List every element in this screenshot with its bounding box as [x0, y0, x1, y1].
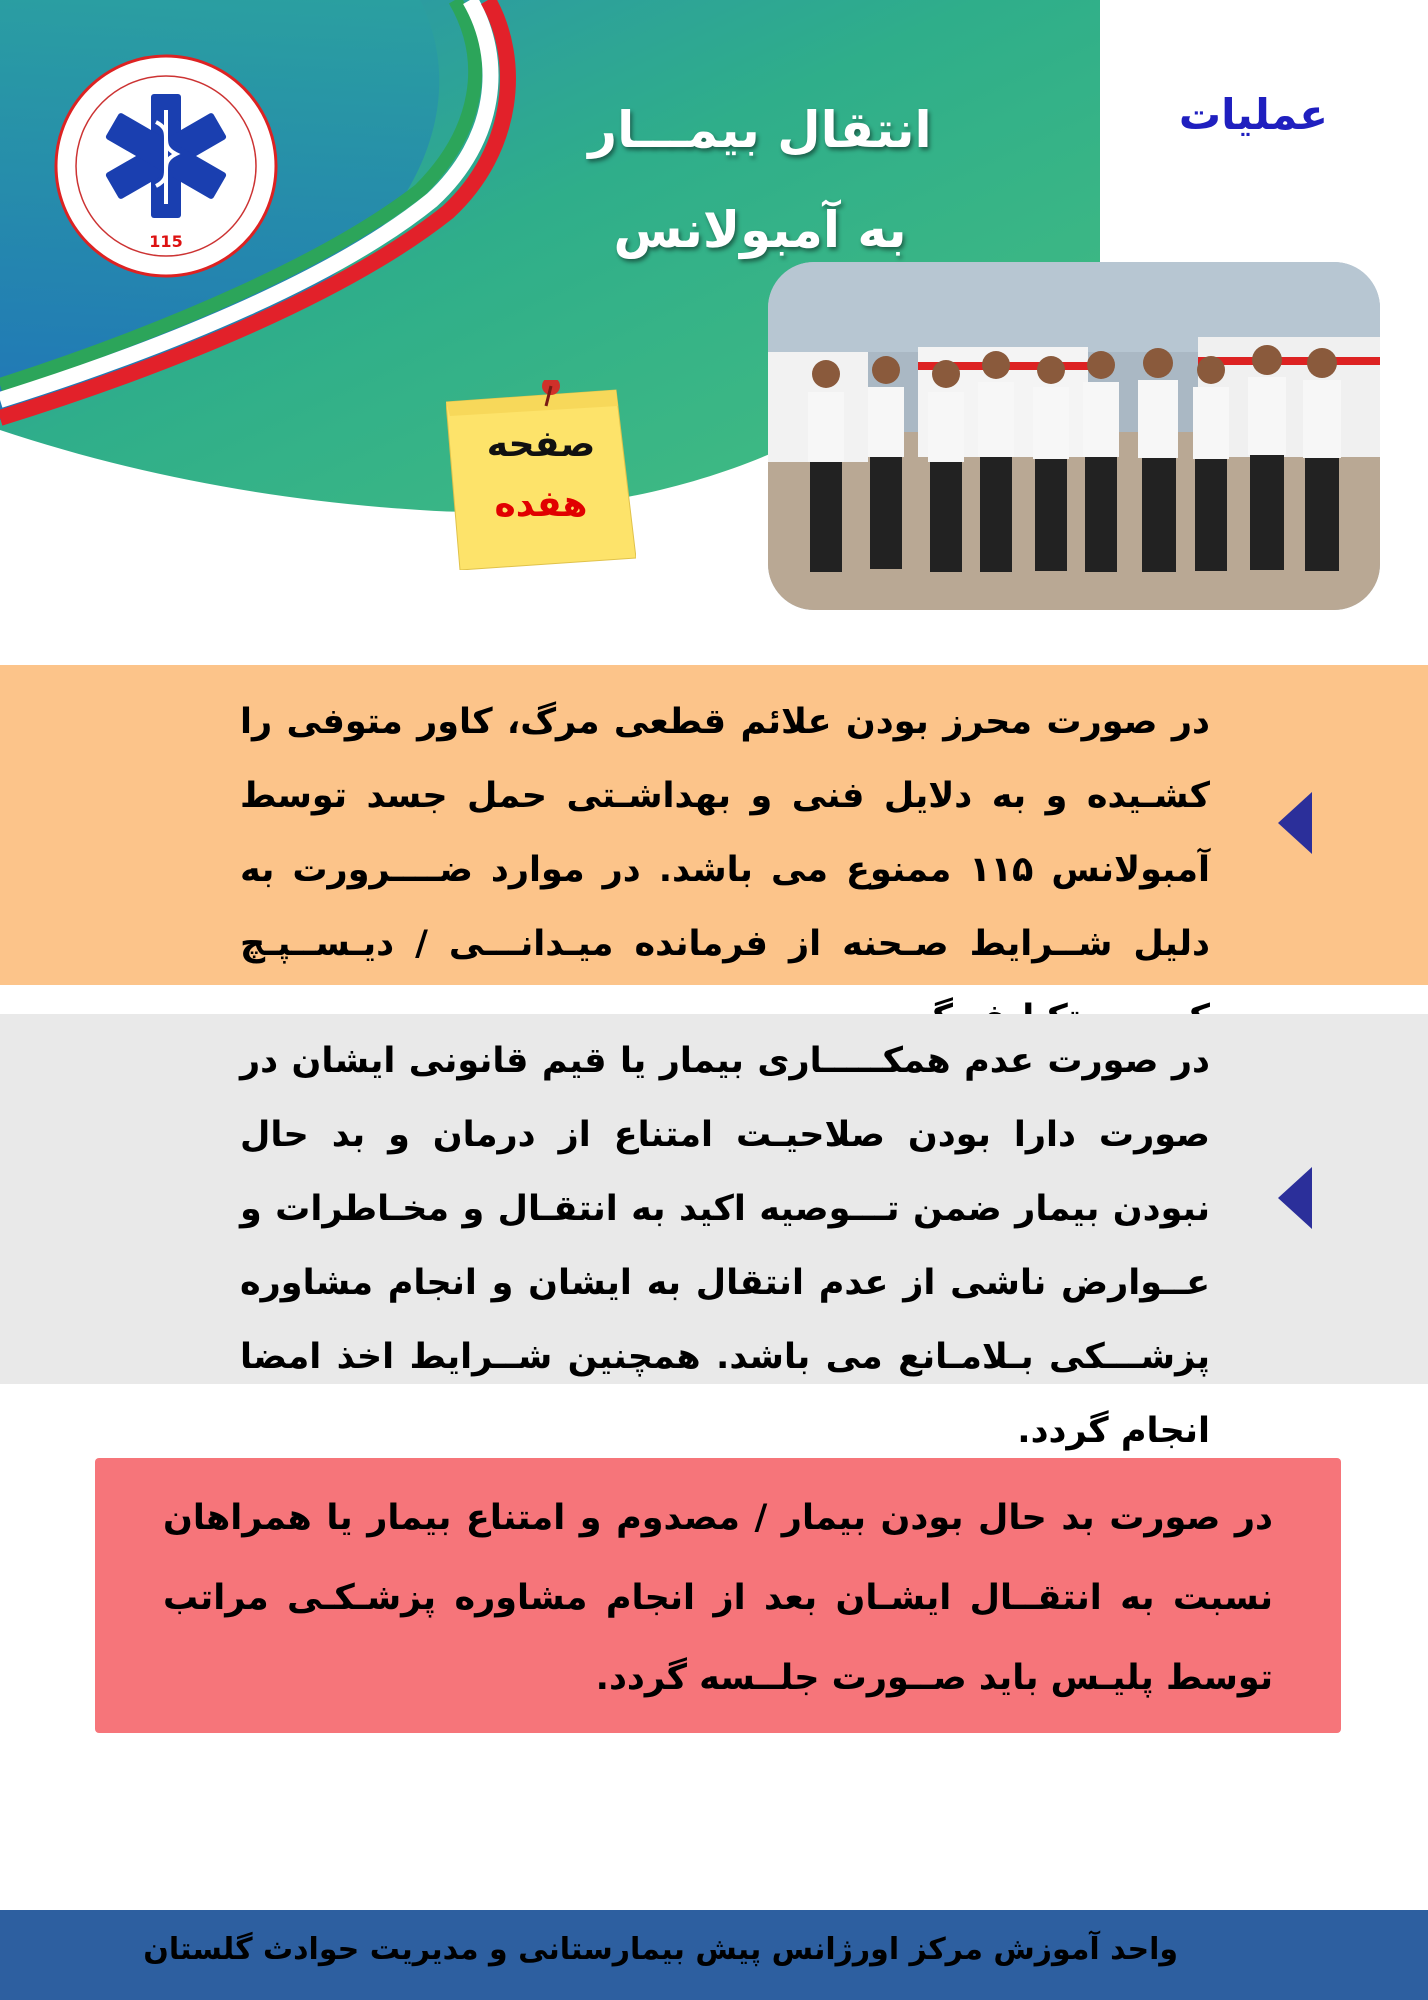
footer-text: واحد آموزش مرکز اورژانس پیش بیمارستانی و مدیریت حوادث گلستان — [143, 1932, 1178, 1967]
sticky-note-line-1: صفحه — [486, 424, 596, 465]
info-text-2: در صورت عدم همکـــــاری بیمار یا قیم قانونی ایشان در صورت دارا بودن صلاحیـت امتناع از درمان و بد حال نبودن بیمار ضمن تـــوصیه اکید به انتقـال و مخـاطرات و عــوارض ناشی از عدم انتقال به ایشان و انجام مشاوره پزشـــکی بـلامـانع می باشد. همچنین شــرایط اخذ امضا انجام گردد. — [240, 1041, 1210, 1451]
title-line-2: به آمبولانس — [613, 201, 907, 259]
triangle-bullet-icon — [1278, 1167, 1312, 1229]
category-label: عملیات — [1178, 90, 1328, 139]
title-line-1: انتقال بیمـــار — [588, 101, 932, 159]
info-panel-dead-body — [0, 665, 1428, 985]
info-panel-refusal — [0, 1014, 1428, 1451]
triangle-bullet-icon — [1278, 792, 1312, 854]
page-number-sticky-note — [446, 380, 636, 570]
info-panel-police — [95, 1458, 1341, 1733]
info-text-3: در صورت بد حال بودن بیمار / مصدوم و امتناع بیمار یا همراهان نسبت به انتقــال ایشـان بعد از انجام مشاوره پزشـکـی مراتب توسط پلیـس باید صــورت جلــسه گردد. — [163, 1498, 1273, 1698]
sticky-note-line-2: هفده — [494, 484, 588, 525]
info-text-1: در صورت محرز بودن علائم قطعی مرگ، کاور متوفی را کشـیده و به دلایل فنی و بهداشـتی حمل جسد توسط آمبولانس ۱۱۵ ممنوع می باشد. در موارد ضــــرورت به دلیل شــرایط صـحنه از فرمانده میـدانـــی / دیـســپـچ — [240, 702, 1210, 964]
emergency-organization-logo — [52, 52, 280, 280]
logo-number: 115 — [149, 232, 183, 251]
footer-bar — [0, 1910, 1428, 2000]
staff-group-photo — [768, 262, 1380, 610]
page-title — [560, 80, 960, 280]
